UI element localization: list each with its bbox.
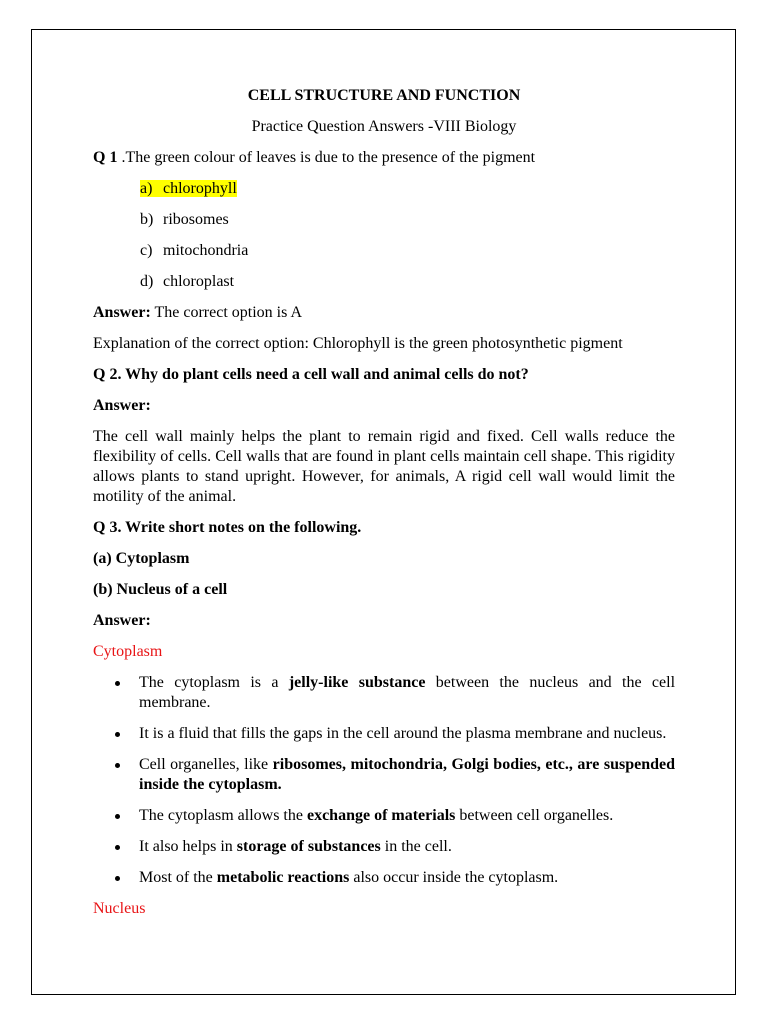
list-item (93, 673, 675, 713)
option-d (140, 272, 675, 292)
bullet-bold-text: jelly-like substance (288, 674, 426, 691)
list-item (93, 837, 675, 857)
cytoplasm-bullet-list (93, 673, 675, 888)
question-2: Q 2. Why do plant cells need a cell wall and animal cells do not? (93, 366, 529, 383)
option-a (140, 179, 675, 199)
answer-label: Answer: (93, 304, 151, 321)
answer-text: The correct option is A (150, 304, 302, 321)
list-item (93, 724, 675, 744)
list-item (93, 868, 675, 888)
option-c-text: mitochondria (163, 242, 249, 259)
list-item (93, 806, 675, 826)
option-c-label: c) (140, 242, 153, 259)
question-1-options (93, 179, 675, 292)
question-3-answer-label: Answer: (93, 612, 151, 629)
option-d-text: chloroplast (163, 273, 235, 290)
question-1-answer (93, 303, 675, 323)
option-c (140, 241, 675, 261)
question-3-part-a: (a) Cytoplasm (93, 550, 190, 567)
cytoplasm-heading: Cytoplasm (93, 643, 163, 660)
option-a-text: chlorophyll (163, 180, 237, 197)
bullet-icon (115, 681, 120, 686)
question-1 (93, 148, 675, 168)
question-1-text: .The green colour of leaves is due to the presence of the pigment (117, 149, 536, 166)
bullet-text: Most of the (139, 869, 217, 886)
bullet-icon (115, 732, 120, 737)
document-content (93, 86, 675, 919)
bullet-bold-text: ribosomes, mitochondria, Golgi bodies, etc., are suspended inside the cytoplasm. (139, 756, 675, 793)
bullet-icon (115, 763, 120, 768)
list-item (93, 755, 675, 795)
question-2-answer-label: Answer: (93, 397, 151, 414)
bullet-text-end: also occur inside the cytoplasm. (349, 869, 559, 886)
bullet-text: The cytoplasm is a (139, 674, 289, 691)
bullet-icon (115, 876, 120, 881)
bullet-text: It also helps in (139, 838, 237, 855)
bullet-bold-text: metabolic reactions (216, 869, 350, 886)
question-3: Q 3. Write short notes on the following. (93, 519, 362, 536)
question-2-answer: The cell wall mainly helps the plant to remain rigid and fixed. Cell walls reduce the flexibility of cells. Cell walls that are found in plant cells maintain cell shape. This rigidity allows plants to stand upright. However, for animals, A rigid cell wall would limit the motility of the animal. (93, 428, 675, 505)
bullet-bold-text: storage of substances (236, 838, 381, 855)
document-title: CELL STRUCTURE AND FUNCTION (247, 87, 521, 104)
bullet-text-end: in the cell. (380, 838, 452, 855)
option-a-label: a) (140, 180, 153, 197)
document-subtitle: Practice Question Answers -VIII Biology (251, 118, 517, 135)
bullet-icon (115, 845, 120, 850)
bullet-bold-text: exchange of materials (306, 807, 456, 824)
question-1-label: Q 1 (93, 149, 118, 166)
bullet-icon (115, 814, 120, 819)
option-b (140, 210, 675, 230)
option-d-label: d) (140, 273, 154, 290)
bullet-text: It is a fluid that fills the gaps in the cell around the plasma membrane and nucleus. (139, 725, 667, 742)
question-1-explanation: Explanation of the correct option: Chlorophyll is the green photosynthetic pigment (93, 335, 623, 352)
bullet-text: Cell organelles, like (139, 756, 273, 773)
option-b-text: ribosomes (163, 211, 229, 228)
option-b-label: b) (140, 211, 154, 228)
bullet-text-end: between cell organelles. (455, 807, 614, 824)
nucleus-heading: Nucleus (93, 900, 146, 917)
question-3-part-b: (b) Nucleus of a cell (93, 581, 228, 598)
bullet-text: The cytoplasm allows the (139, 807, 307, 824)
bullet-text-end: between the nucleus and the cell membrane. (139, 674, 676, 711)
